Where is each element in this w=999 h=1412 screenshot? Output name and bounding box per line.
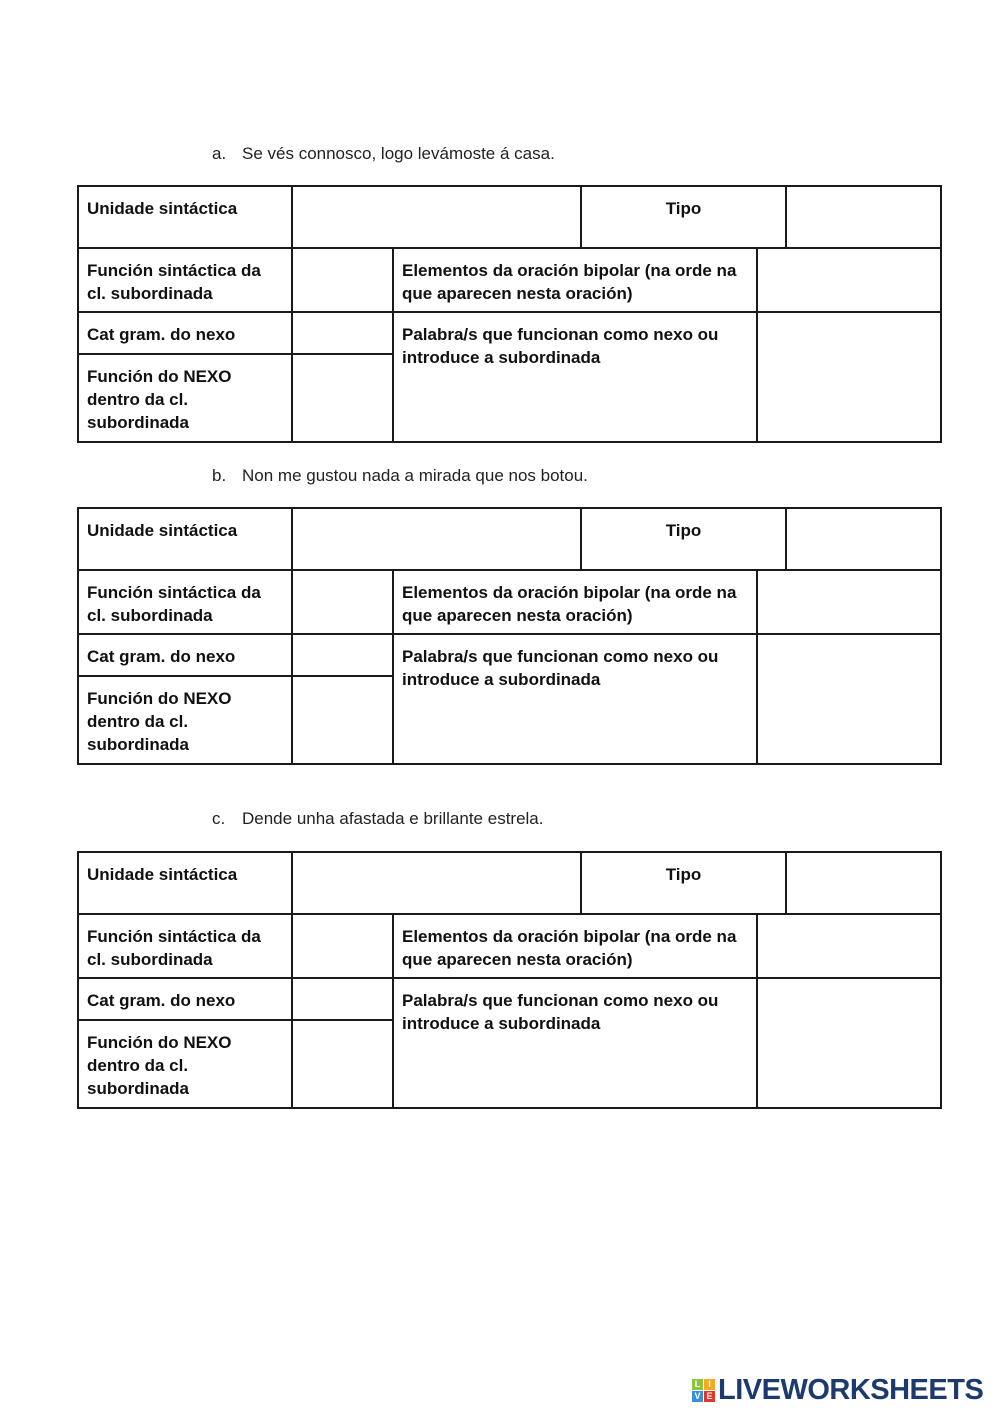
list-marker: c.	[212, 809, 226, 828]
label-unidade-sintactica: Unidade sintáctica	[77, 185, 293, 249]
analysis-table	[78, 508, 941, 764]
sentence-text: Non me gustou nada a mirada que nos botou.	[242, 466, 588, 485]
exercise-sentence	[212, 466, 588, 486]
elementos-input[interactable]	[756, 247, 942, 313]
funcion-sintactica-input[interactable]	[291, 569, 394, 635]
label-tipo: Tipo	[580, 185, 787, 249]
logo-tile: I	[704, 1379, 715, 1390]
tipo-input[interactable]	[785, 185, 942, 249]
palabras-nexo-input[interactable]	[756, 311, 942, 443]
analysis-table	[78, 186, 941, 442]
label-tipo: Tipo	[580, 851, 787, 915]
label-funcion-sintactica: Función sintáctica da cl. subordinada	[77, 569, 293, 635]
label-elementos: Elementos da oración bipolar (na orde na que aparecen nesta oración)	[392, 247, 758, 313]
label-palabras-nexo: Palabra/s que funcionan como nexo ou introduce a subordinada	[392, 977, 758, 1109]
label-funcion-nexo: Función do NEXO dentro da cl. subordinada	[77, 353, 293, 443]
list-marker: b.	[212, 466, 227, 485]
logo-tile: E	[704, 1391, 715, 1402]
unidade-sintactica-input[interactable]	[291, 851, 582, 915]
funcion-sintactica-input[interactable]	[291, 247, 394, 313]
funcion-nexo-input[interactable]	[291, 1019, 394, 1109]
cat-gram-input[interactable]	[291, 311, 394, 355]
logo-tile: L	[692, 1379, 703, 1390]
elementos-input[interactable]	[756, 569, 942, 635]
palabras-nexo-input[interactable]	[756, 633, 942, 765]
cat-gram-input[interactable]	[291, 977, 394, 1021]
label-tipo: Tipo	[580, 507, 787, 571]
label-palabras-nexo: Palabra/s que funcionan como nexo ou introduce a subordinada	[392, 633, 758, 765]
tipo-input[interactable]	[785, 851, 942, 915]
elementos-input[interactable]	[756, 913, 942, 979]
funcion-sintactica-input[interactable]	[291, 913, 394, 979]
logo-tile: V	[692, 1391, 703, 1402]
logo-text: LIVEWORKSHEETS	[718, 1374, 984, 1406]
palabras-nexo-input[interactable]	[756, 977, 942, 1109]
cat-gram-input[interactable]	[291, 633, 394, 677]
label-cat-gram: Cat gram. do nexo	[77, 633, 293, 677]
sentence-text: Se vés connosco, logo levámoste á casa.	[242, 144, 555, 163]
label-unidade-sintactica: Unidade sintáctica	[77, 851, 293, 915]
sentence-text: Dende unha afastada e brillante estrela.	[242, 809, 544, 828]
unidade-sintactica-input[interactable]	[291, 507, 582, 571]
exercise-sentence	[212, 809, 543, 829]
tipo-input[interactable]	[785, 507, 942, 571]
liveworksheets-logo	[692, 1374, 983, 1407]
label-cat-gram: Cat gram. do nexo	[77, 977, 293, 1021]
label-funcion-sintactica: Función sintáctica da cl. subordinada	[77, 913, 293, 979]
funcion-nexo-input[interactable]	[291, 675, 394, 765]
analysis-table	[78, 852, 941, 1108]
label-unidade-sintactica: Unidade sintáctica	[77, 507, 293, 571]
label-funcion-sintactica: Función sintáctica da cl. subordinada	[77, 247, 293, 313]
label-funcion-nexo: Función do NEXO dentro da cl. subordinada	[77, 1019, 293, 1109]
label-cat-gram: Cat gram. do nexo	[77, 311, 293, 355]
label-elementos: Elementos da oración bipolar (na orde na que aparecen nesta oración)	[392, 569, 758, 635]
label-elementos: Elementos da oración bipolar (na orde na que aparecen nesta oración)	[392, 913, 758, 979]
funcion-nexo-input[interactable]	[291, 353, 394, 443]
list-marker: a.	[212, 144, 227, 163]
exercise-sentence	[212, 144, 555, 164]
label-funcion-nexo: Función do NEXO dentro da cl. subordinada	[77, 675, 293, 765]
live-tiles-icon	[692, 1379, 715, 1402]
label-palabras-nexo: Palabra/s que funcionan como nexo ou introduce a subordinada	[392, 311, 758, 443]
unidade-sintactica-input[interactable]	[291, 185, 582, 249]
